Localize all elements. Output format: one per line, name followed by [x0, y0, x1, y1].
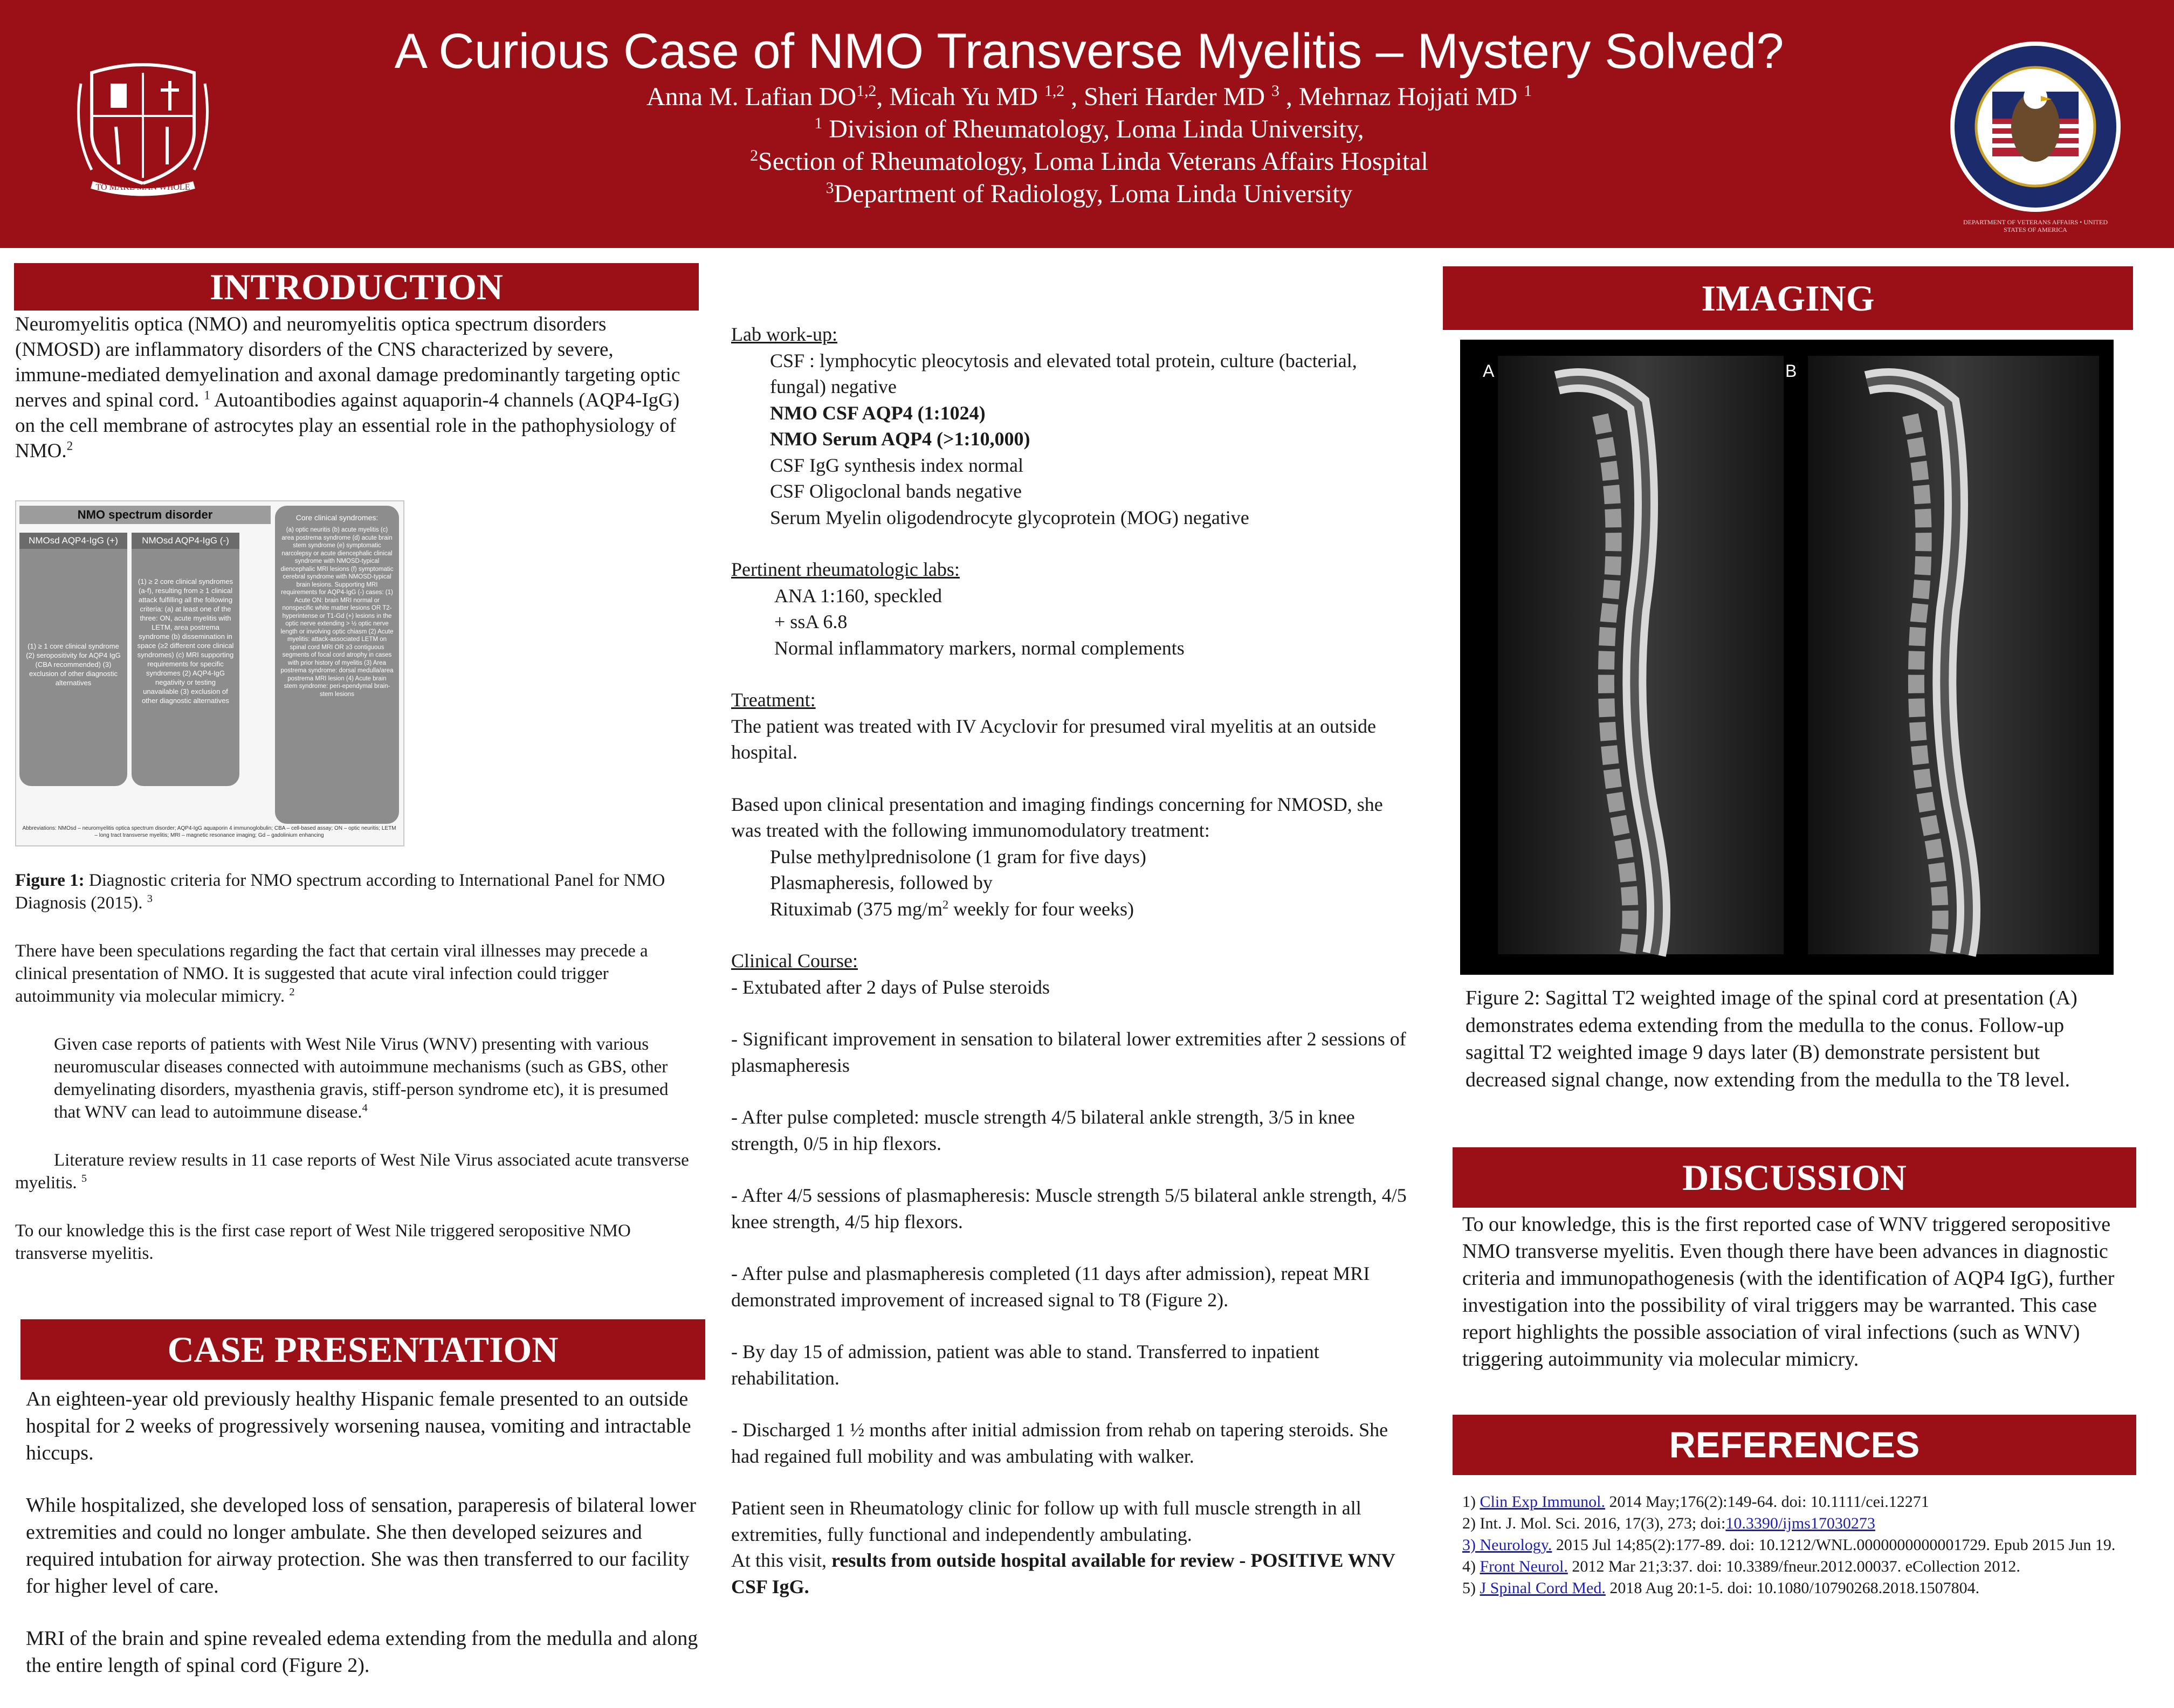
veterans-affairs-seal-icon — [1946, 38, 2124, 216]
case-paragraph: MRI of the brain and spine revealed edema extending from the medulla and along the entire length of spinal cord (Figure 2). — [26, 1627, 698, 1677]
figure-1-footnote: Abbreviations: NMOsd – neuromyelitis optica spectrum disorder; AQP4-IgG aquaporin 4 immunoglobulin; CBA – cell-based assay; ON – optic neuritis; LETM – long tract transverse myelitis; MRI – magnetic resonance imaging; Gd – gadolinium enhancing — [22, 825, 396, 838]
case-presentation-text — [26, 1386, 700, 1679]
citation-sup: 4 — [362, 1102, 368, 1114]
poster-title: A Curious Case of NMO Transverse Myelitis – Mystery Solved? — [394, 24, 1784, 79]
lab-heading: Lab work-up: — [731, 323, 837, 345]
loma-linda-shield-icon — [70, 51, 216, 197]
figure-1-col1-text: (1) ≥ 1 core clinical syndrome (2) seropositivity for AQP4 IgG (CBA recommended) (3) exclusion of other diagnostic alternatives — [26, 642, 121, 687]
citation-sup: 5 — [81, 1173, 87, 1184]
rheum-heading: Pertinent rheumatologic labs: — [731, 559, 960, 580]
author-sup: 1,2 — [856, 82, 877, 100]
middle-column — [731, 321, 1416, 1600]
citation-sup: 1 — [204, 388, 210, 402]
visit-paragraph — [731, 1547, 1416, 1600]
citation-sup: 2 — [289, 986, 295, 998]
reference-text: 2014 May;176(2):149-64. doi: 10.1111/cei.12271 — [1605, 1493, 1929, 1511]
reference-link[interactable]: J Spinal Cord Med. — [1480, 1579, 1606, 1597]
intro-paragraph — [15, 312, 689, 464]
discussion-heading: DISCUSSION — [1453, 1147, 2136, 1208]
rheum-item: + ssA 6.8 — [774, 611, 848, 632]
case-paragraph: An eighteen-year old previously healthy Hispanic female presented to an outside hospital for 2 weeks of progressively worsening nausea, vomiting and intractable hiccups. — [26, 1388, 691, 1464]
figure-1-caption — [15, 869, 689, 914]
treatment-heading: Treatment: — [731, 689, 816, 711]
followup-paragraph: Patient seen in Rheumatology clinic for follow up with full muscle strength in all extremities, fully functional and independently ambulating. — [731, 1497, 1361, 1545]
figure-1-col3-head: Core clinical syndromes: — [295, 513, 379, 522]
header-bar — [0, 0, 2174, 248]
rheum-list — [731, 583, 1416, 662]
author-sup: 1 — [1524, 82, 1532, 100]
references-list — [1462, 1491, 2131, 1599]
figure-1-title: NMO spectrum disorder — [19, 506, 271, 524]
figure-1-col2-text: (1) ≥ 2 core clinical syndromes (a-f), resulting from ≥ 1 clinical attack fulfilling all the following criteria: (a) at least one of the three: ON, acute myelitis with LETM, area postrema syndrome (b) dissemination in space (≥2 different core clinical syndromes) (c) MRI supporting requirements for specific syndromes (2) AQP4-IgG negativity or testing unavailable (3) exclusion of other diagnostic alternatives — [137, 577, 234, 705]
clinical-course-heading: Clinical Course: — [731, 950, 858, 972]
treatment-list — [731, 844, 1416, 922]
imaging-heading: IMAGING — [1443, 266, 2133, 330]
introduction-text — [15, 312, 689, 464]
reference-text: 2018 Aug 20:1-5. doi: 10.1080/10790268.2018.1507804. — [1605, 1579, 1980, 1597]
image-label-b: B — [1785, 361, 1797, 381]
discussion-text: To our knowledge, this is the first reported case of WNV triggered seropositive NMO transverse myelitis. Even though there have been advances in diagnostic criteria and immunopathogenesis (with the identification of AQP4 IgG), further investigation into the possibility of viral triggers may be warranted. This case report highlights the possible association of viral infections (such as WNV) triggering autoimmunity via molecular mimicry. — [1462, 1213, 2115, 1370]
authors-block — [291, 81, 1887, 210]
affiliation-line — [291, 146, 1887, 178]
course-item: - Extubated after 2 days of Pulse steroids — [731, 976, 1050, 998]
case-presentation-heading: CASE PRESENTATION — [20, 1319, 705, 1380]
rheum-item: ANA 1:160, speckled — [774, 584, 942, 607]
caption-label: Figure 1: — [15, 871, 85, 890]
intro-text: There have been speculations regarding the fact that certain viral illnesses may precede a clinical presentation of NMO. It is suggested that acute viral infection could trigger autoimmunity via molecular mimicry. — [15, 941, 648, 1006]
author-name: , Micah Yu MD — [876, 82, 1044, 111]
course-item: - After 4/5 sessions of plasmapheresis: Muscle strength 5/5 bilateral ankle strength, 4/5 knee strength, 4/5 hip flexors. — [731, 1184, 1407, 1232]
reference-text: 2) Int. J. Mol. Sci. 2016, 17(3), 273; doi: — [1462, 1514, 1726, 1532]
mri-figure — [1460, 340, 2114, 975]
course-item: - After pulse completed: muscle strength 4/5 bilateral ankle strength, 3/5 in knee strength, 0/5 in hip flexors. — [731, 1106, 1355, 1154]
citation-sup: 2 — [66, 439, 73, 453]
affiliation-text: Department of Radiology, Loma Linda University — [834, 180, 1353, 208]
affiliation-sup: 1 — [814, 114, 823, 132]
lab-item: CSF IgG synthesis index normal — [770, 454, 1024, 476]
author-name: Anna M. Lafian DO — [646, 82, 857, 111]
reference-item — [1462, 1534, 2131, 1556]
reference-link[interactable]: 3) Neurology. — [1462, 1536, 1552, 1554]
introduction-text-2 — [15, 869, 689, 1265]
author-sup: 1,2 — [1044, 82, 1065, 100]
visit-lead: At this visit, — [731, 1549, 832, 1571]
figure-1-col1-head: NMOsd AQP4-IgG (+) — [19, 533, 127, 549]
reference-item — [1462, 1513, 2131, 1534]
left-logo-motto: TO MAKE MAN WHOLE — [95, 183, 190, 192]
unit-sup: 2 — [942, 897, 949, 911]
affiliation-sup: 2 — [750, 147, 758, 164]
intro-text: Given case reports of patients with West Nile Virus (WNV) presenting with various neuromuscular diseases connected with autoimmune mechanisms (such as GBS, other demyelinating disorders, myasthenia gravis, stiff-person syndrome etc), it is presumed that WNV can lead to autoimmune disease. — [54, 1035, 669, 1122]
figure-1-col2-head: NMOsd AQP4-IgG (-) — [132, 533, 239, 549]
treatment-item: Plasmapheresis, followed by — [770, 872, 993, 893]
image-label-a: A — [1483, 361, 1495, 381]
reference-link[interactable]: 10.3390/ijms17030273 — [1725, 1514, 1875, 1532]
caption-text: Diagnostic criteria for NMO spectrum according to International Panel for NMO Diagnosis (2015). — [15, 871, 665, 913]
author-sup: 3 — [1271, 82, 1279, 100]
treatment-item-text: Rituximab (375 mg/m — [770, 898, 942, 920]
reference-text: 2012 Mar 21;3:37. doi: 10.3389/fneur.2012.00037. eCollection 2012. — [1567, 1558, 2020, 1575]
case-paragraph: While hospitalized, she developed loss of sensation, paraperesis of bilateral lower extremities and could no longer ambulate. She then developed seizures and required intubation for airway protection. She was then transferred to our facility for higher level of care. — [26, 1494, 697, 1597]
reference-item — [1462, 1491, 2131, 1513]
rheum-item: Normal inflammatory markers, normal complements — [774, 637, 1185, 659]
intro-paragraph — [15, 940, 689, 1008]
course-item: - Discharged 1 ½ months after initial admission from rehab on tapering steroids. She had regained full mobility and was ambulating with walker. — [731, 1419, 1388, 1467]
references-heading: REFERENCES — [1453, 1415, 2136, 1475]
intro-text: Neuromyelitis optica (NMO) and neuromyelitis optica spectrum disorders (NMOSD) are inflammatory disorders of the CNS characterized by severe, immune-mediated demyelination and axonal damage predominantly targeting optic nerves and spinal cord. — [15, 313, 680, 411]
intro-paragraph — [15, 1033, 689, 1124]
affiliation-sup: 3 — [825, 179, 834, 197]
lab-list — [731, 348, 1416, 531]
reference-item — [1462, 1578, 2131, 1599]
reference-text: 1) — [1462, 1493, 1480, 1511]
intro-paragraph — [15, 1149, 689, 1194]
right-seal-text: DEPARTMENT OF VETERANS AFFAIRS • UNITED STATES OF AMERICA — [1963, 218, 2108, 233]
affiliation-text: Division of Rheumatology, Loma Linda University, — [822, 115, 1364, 143]
treatment-item: Pulse methylprednisolone (1 gram for five days) — [770, 845, 1146, 867]
reference-link[interactable]: Clin Exp Immunol. — [1480, 1493, 1605, 1511]
affiliation-line — [291, 113, 1887, 146]
author-name: , Sheri Harder MD — [1064, 82, 1272, 111]
lab-item: CSF : lymphocytic pleocytosis and elevated total protein, culture (bacterial, fungal) negative — [770, 349, 1357, 397]
treatment-item-text: weekly for four weeks) — [948, 898, 1134, 920]
lab-item: CSF Oligoclonal bands negative — [770, 480, 1022, 502]
lab-item: NMO CSF AQP4 (1:1024) — [770, 402, 986, 424]
reference-text: 2015 Jul 14;85(2):177-89. doi: 10.1212/WNL.0000000000001729. Epub 2015 Jun 19. — [1552, 1536, 2116, 1554]
treatment-paragraph: The patient was treated with IV Acyclovir for presumed viral myelitis at an outside hospital. — [731, 715, 1376, 763]
reference-text: 4) — [1462, 1558, 1480, 1575]
course-item: - After pulse and plasmapheresis completed (11 days after admission), repeat MRI demonstrated improvement of increased signal to T8 (Figure 2). — [731, 1263, 1370, 1311]
citation-sup: 3 — [147, 893, 153, 905]
reference-link[interactable]: Front Neurol. — [1480, 1558, 1568, 1575]
figure-1-diagram — [15, 500, 404, 846]
course-item: - By day 15 of admission, patient was able to stand. Transferred to inpatient rehabilitation. — [731, 1341, 1319, 1389]
figure-1-col3-text: (a) optic neuritis (b) acute myelitis (c) area postrema syndrome (d) acute brain stem syndrome (e) symptomatic narcolepsy or acute diencephalic clinical syndrome with NMOSD-typical diencephalic MRI lesions (f) symptomatic cerebral syndrome with NMOSD-typical brain lesions. Supporting MRI requirements for AQP4-IgG (-) cases: (1) Acute ON: brain MRI normal or nonspecific white matter lesions OR T2-hyperintense or T1-Gd (+) lesions in the optic nerve extending > ½ optic nerve length or involving optic chiasm (2) Acute myelitis: attack-associated LETM on spinal cord MRI OR ≥3 contiguous segments of focal cord atrophy in cases with prior history of myelitis (3) Area postrema syndrome: dorsal medulla/area postrema MRI lesion (4) Acute brain stem syndrome: peri-ependymal brain-stem lesions — [280, 527, 394, 698]
spine-mri-images — [1460, 340, 2114, 975]
lab-item: NMO Serum AQP4 (>1:10,000) — [770, 428, 1030, 450]
reference-item — [1462, 1556, 2131, 1578]
reference-text: 5) — [1462, 1579, 1480, 1597]
treatment-paragraph: Based upon clinical presentation and imaging findings concerning for NMOSD, she was treated with the following immunomodulatory treatment: — [731, 793, 1383, 841]
intro-text: Autoantibodies against aquaporin-4 channels (AQP4-IgG) on the cell membrane of astrocytes play an essential role in the pathophysiology of NMO. — [15, 389, 680, 462]
intro-paragraph: To our knowledge this is the first case report of West Nile triggered seropositive NMO transverse myelitis. — [15, 1221, 631, 1263]
introduction-heading: INTRODUCTION — [14, 263, 699, 311]
author-name: , Mehrnaz Hojjati MD — [1279, 82, 1524, 111]
visit-bold: results from outside hospital available for review - POSITIVE WNV CSF IgG. — [731, 1549, 1395, 1597]
author-line — [291, 81, 1887, 113]
treatment-item — [770, 896, 1416, 922]
figure-2-caption: Figure 2: Sagittal T2 weighted image of the spinal cord at presentation (A) demonstrates edema extending from the medulla to the conus. Follow-up sagittal T2 weighted image 9 days later (B) demonstrate persistent but decreased signal change, now extending from the medulla to the T8 level. — [1466, 987, 2077, 1091]
intro-text: Literature review results in 11 case reports of West Nile Virus associated acute transverse myelitis. — [15, 1151, 689, 1193]
affiliation-text: Section of Rheumatology, Loma Linda Veterans Affairs Hospital — [758, 147, 1428, 176]
course-item: - Significant improvement in sensation to bilateral lower extremities after 2 sessions of plasmapheresis — [731, 1028, 1406, 1076]
affiliation-line — [291, 178, 1887, 210]
lab-item: Serum Myelin oligodendrocyte glycoprotein (MOG) negative — [770, 506, 1249, 528]
